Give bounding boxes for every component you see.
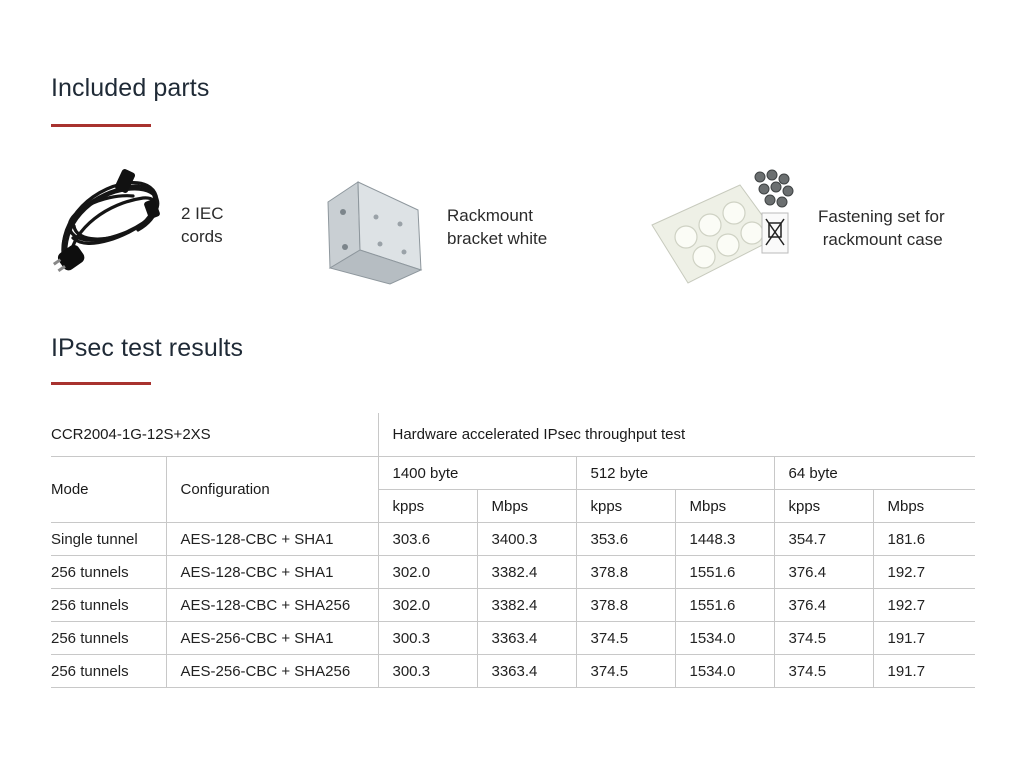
table-header-row xyxy=(51,413,975,457)
part-label-line: Rackmount xyxy=(447,206,533,225)
part-label-line: cords xyxy=(181,227,223,246)
part-label-line: rackmount case xyxy=(818,230,943,249)
results-body xyxy=(51,523,975,688)
value-cell: 378.8 xyxy=(576,556,675,589)
value-cell: 303.6 xyxy=(378,523,477,556)
value-cell: 374.5 xyxy=(774,655,873,688)
ipsec-heading: IPsec test results xyxy=(51,334,244,362)
value-cell: 302.0 xyxy=(378,556,477,589)
configuration-cell: AES-128-CBC + SHA1 xyxy=(166,523,378,556)
value-cell: 3400.3 xyxy=(477,523,576,556)
part-label-rack-bracket xyxy=(447,204,547,250)
value-cell: 374.5 xyxy=(774,622,873,655)
value-cell: 191.7 xyxy=(873,655,975,688)
unit-header: Mbps xyxy=(675,490,774,523)
test-title: Hardware accelerated IPsec throughput test xyxy=(378,413,975,457)
table-row xyxy=(51,622,975,655)
table-row xyxy=(51,589,975,622)
value-cell: 374.5 xyxy=(576,622,675,655)
value-cell: 1551.6 xyxy=(675,589,774,622)
value-cell: 300.3 xyxy=(378,655,477,688)
part-label-line: bracket white xyxy=(447,229,548,248)
value-cell: 181.6 xyxy=(873,523,975,556)
value-cell: 3363.4 xyxy=(477,622,576,655)
packet-size-512: 512 byte xyxy=(576,457,774,490)
mode-cell: 256 tunnels xyxy=(51,589,166,622)
packet-size-row xyxy=(51,457,975,490)
value-cell: 3363.4 xyxy=(477,655,576,688)
rack-bracket-image xyxy=(318,172,428,287)
mode-header: Mode xyxy=(51,457,166,523)
table-row xyxy=(51,556,975,589)
unit-header: kpps xyxy=(576,490,675,523)
configuration-cell: AES-256-CBC + SHA1 xyxy=(166,622,378,655)
fastening-set-image xyxy=(648,165,803,290)
value-cell: 3382.4 xyxy=(477,589,576,622)
value-cell: 192.7 xyxy=(873,589,975,622)
value-cell: 1551.6 xyxy=(675,556,774,589)
included-parts-underline xyxy=(51,124,151,127)
value-cell: 376.4 xyxy=(774,589,873,622)
value-cell: 302.0 xyxy=(378,589,477,622)
value-cell: 378.8 xyxy=(576,589,675,622)
unit-header: kpps xyxy=(378,490,477,523)
value-cell: 1448.3 xyxy=(675,523,774,556)
value-cell: 354.7 xyxy=(774,523,873,556)
unit-header: Mbps xyxy=(873,490,975,523)
value-cell: 1534.0 xyxy=(675,622,774,655)
configuration-cell: AES-256-CBC + SHA256 xyxy=(166,655,378,688)
ipsec-underline xyxy=(51,382,151,385)
configuration-header: Configuration xyxy=(166,457,378,523)
value-cell: 376.4 xyxy=(774,556,873,589)
part-label-fastening-set xyxy=(818,205,945,251)
packet-size-1400: 1400 byte xyxy=(378,457,576,490)
value-cell: 192.7 xyxy=(873,556,975,589)
value-cell: 1534.0 xyxy=(675,655,774,688)
table-row xyxy=(51,523,975,556)
packet-size-64: 64 byte xyxy=(774,457,975,490)
configuration-cell: AES-128-CBC + SHA256 xyxy=(166,589,378,622)
value-cell: 353.6 xyxy=(576,523,675,556)
mode-cell: 256 tunnels xyxy=(51,655,166,688)
value-cell: 3382.4 xyxy=(477,556,576,589)
mode-cell: Single tunnel xyxy=(51,523,166,556)
unit-header: Mbps xyxy=(477,490,576,523)
part-label-line: Fastening set for xyxy=(818,207,945,226)
configuration-cell: AES-128-CBC + SHA1 xyxy=(166,556,378,589)
value-cell: 300.3 xyxy=(378,622,477,655)
table-row xyxy=(51,655,975,688)
ipsec-results-table xyxy=(51,413,975,688)
unit-header: kpps xyxy=(774,490,873,523)
value-cell: 191.7 xyxy=(873,622,975,655)
included-parts-heading: Included parts xyxy=(51,74,210,102)
model-name: CCR2004-1G-12S+2XS xyxy=(51,413,378,457)
mode-cell: 256 tunnels xyxy=(51,622,166,655)
part-label-line: 2 IEC xyxy=(181,204,224,223)
mode-cell: 256 tunnels xyxy=(51,556,166,589)
power-cord-image xyxy=(48,168,173,288)
part-label-iec-cords xyxy=(181,202,224,248)
value-cell: 374.5 xyxy=(576,655,675,688)
